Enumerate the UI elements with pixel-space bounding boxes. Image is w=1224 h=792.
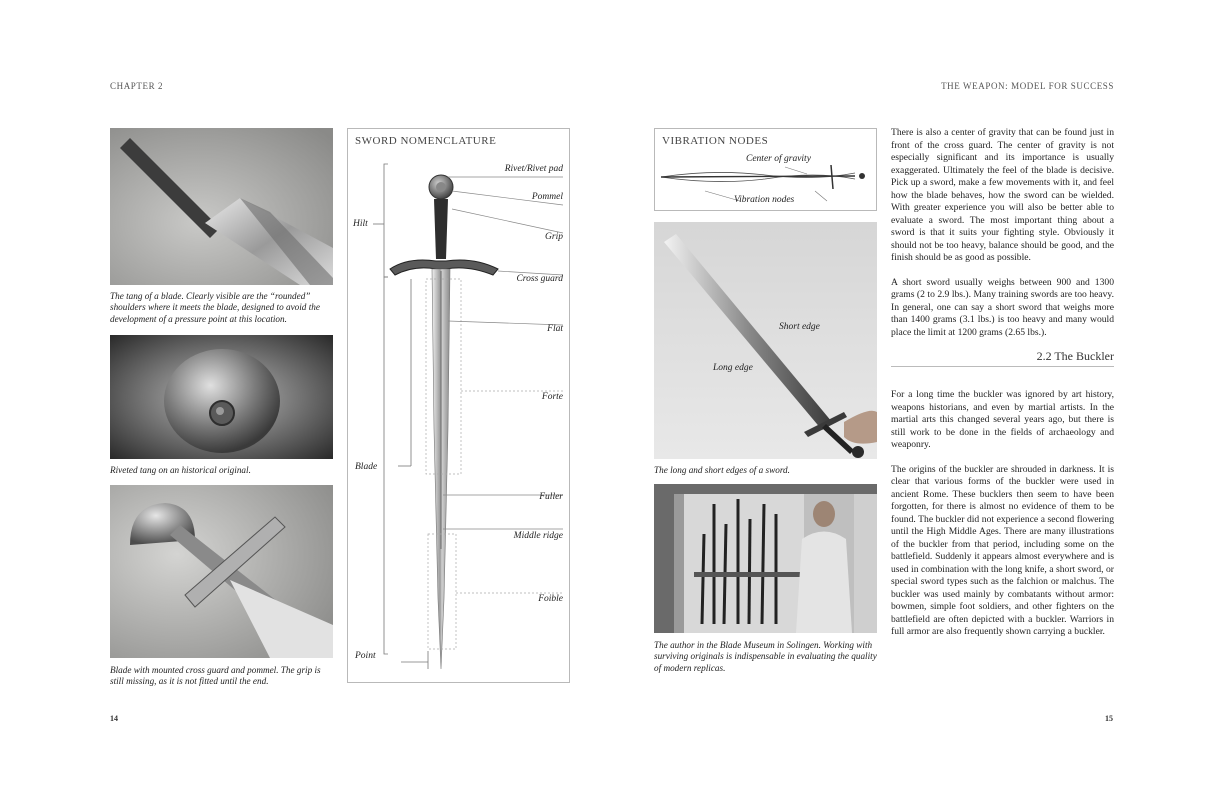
crossguard-photo xyxy=(110,485,333,658)
sword-edges-photo xyxy=(654,222,877,459)
label-cross-guard: Cross guard xyxy=(516,274,563,284)
running-head-left: CHAPTER 2 xyxy=(110,81,164,91)
label-foible: Foible xyxy=(538,594,563,604)
label-point: Point xyxy=(355,651,376,661)
paragraph: There is also a center of gravity that can be found just in front of the cross guard. The center of gravity is not especially significant and its importance is usually exaggerated. Ultimately the feel of the blade is decisive. Pick up a sword, make a few movements with it, and feel how the blade behaves, how the sword can be wielded. With greater experience you will also be better able to evaluate a sword. The most important thing about a sword is that it suits your fighting style. Obviously it should not be too heavy, balance should be good, and the finish should be as good as possible. xyxy=(891,127,1114,263)
blade-museum-photo xyxy=(654,484,877,633)
body-text-bottom xyxy=(891,389,1114,651)
section-divider xyxy=(891,366,1114,367)
label-blade: Blade xyxy=(355,462,378,472)
crossguard-caption: Blade with mounted cross guard and pommel. The grip is still missing, as it is not fitted until the end. xyxy=(110,665,321,687)
tang-photo xyxy=(110,128,333,285)
label-forte: Forte xyxy=(541,392,563,402)
label-fuller: Fuller xyxy=(539,492,563,502)
section-heading: 2.2 The Buckler xyxy=(1036,349,1114,363)
paragraph: The origins of the buckler are shrouded in darkness. It is clear that various forms of the buckler were used in ancient Rome. These bucklers then seem to have been forgotten, for there is almost no evidence of them to be found. The buckler did not experience a second flowering until the High Middle Ages. There are many illustrations of the buckler from that period, including some on the battlefield. Suddenly it appears almost everywhere and is used in combination with the long knife, a short sword, or special sword types such as the falchion or malchus. The buckler was used mainly by combatants without armor: bowmen, simple foot soldiers, and other fighters on the battlefield are often depicted with a buckler. Warriors in full armor are also frequently shown carrying a buckler. xyxy=(891,463,1114,638)
blade-museum-caption: The author in the Blade Museum in Solingen. Working with surviving originals is indispensable in evaluating the quality of modern replicas. xyxy=(654,640,877,673)
vibration-nodes-label: Vibration nodes xyxy=(734,195,795,205)
running-head-right: THE WEAPON: MODEL FOR SUCCESS xyxy=(941,81,1114,91)
body-text-top xyxy=(891,127,1114,352)
label-rivet: Rivet/Rivet pad xyxy=(504,164,563,174)
short-edge-label: Short edge xyxy=(779,322,820,332)
label-pommel: Pommel xyxy=(531,192,563,202)
nomenclature-title: SWORD NOMENCLATURE xyxy=(355,135,497,147)
label-flat: Flat xyxy=(547,324,563,334)
riveted-tang-caption: Riveted tang on an historical original. xyxy=(110,465,251,475)
paragraph: For a long time the buckler was ignored by art history, weapons historians, and even by martial artists. In the martial arts this changed several years ago, but there is still work to be done in the fields of archaeology and weaponry. xyxy=(891,389,1114,450)
center-of-gravity-label: Center of gravity xyxy=(746,154,811,164)
paragraph: A short sword usually weighs between 900 and 1300 grams (2 to 2.9 lbs.). Many training swords are too heavy. In general, one can say a short sword that weighs more than 1400 grams (3.1 lbs.) is too heavy and many would place the limit at 1200 grams (2.65 lbs.). xyxy=(891,276,1114,338)
riveted-tang-photo xyxy=(110,335,333,459)
label-middle-ridge: Middle ridge xyxy=(513,531,563,541)
sword-nomenclature-panel xyxy=(347,128,570,683)
tang-caption: The tang of a blade. Clearly visible are the “rounded” shoulders where it meets the blade, designed to avoid the development of a pressure point at this location. xyxy=(110,291,320,324)
long-edge-label: Long edge xyxy=(713,363,753,373)
vibration-title: VIBRATION NODES xyxy=(662,135,769,147)
sword-edges-caption: The long and short edges of a sword. xyxy=(654,465,790,475)
vibration-nodes-panel xyxy=(654,128,877,211)
folio-right: 15 xyxy=(1105,714,1113,723)
label-grip: Grip xyxy=(545,232,563,242)
label-hilt: Hilt xyxy=(353,219,368,229)
folio-left: 14 xyxy=(110,714,118,723)
